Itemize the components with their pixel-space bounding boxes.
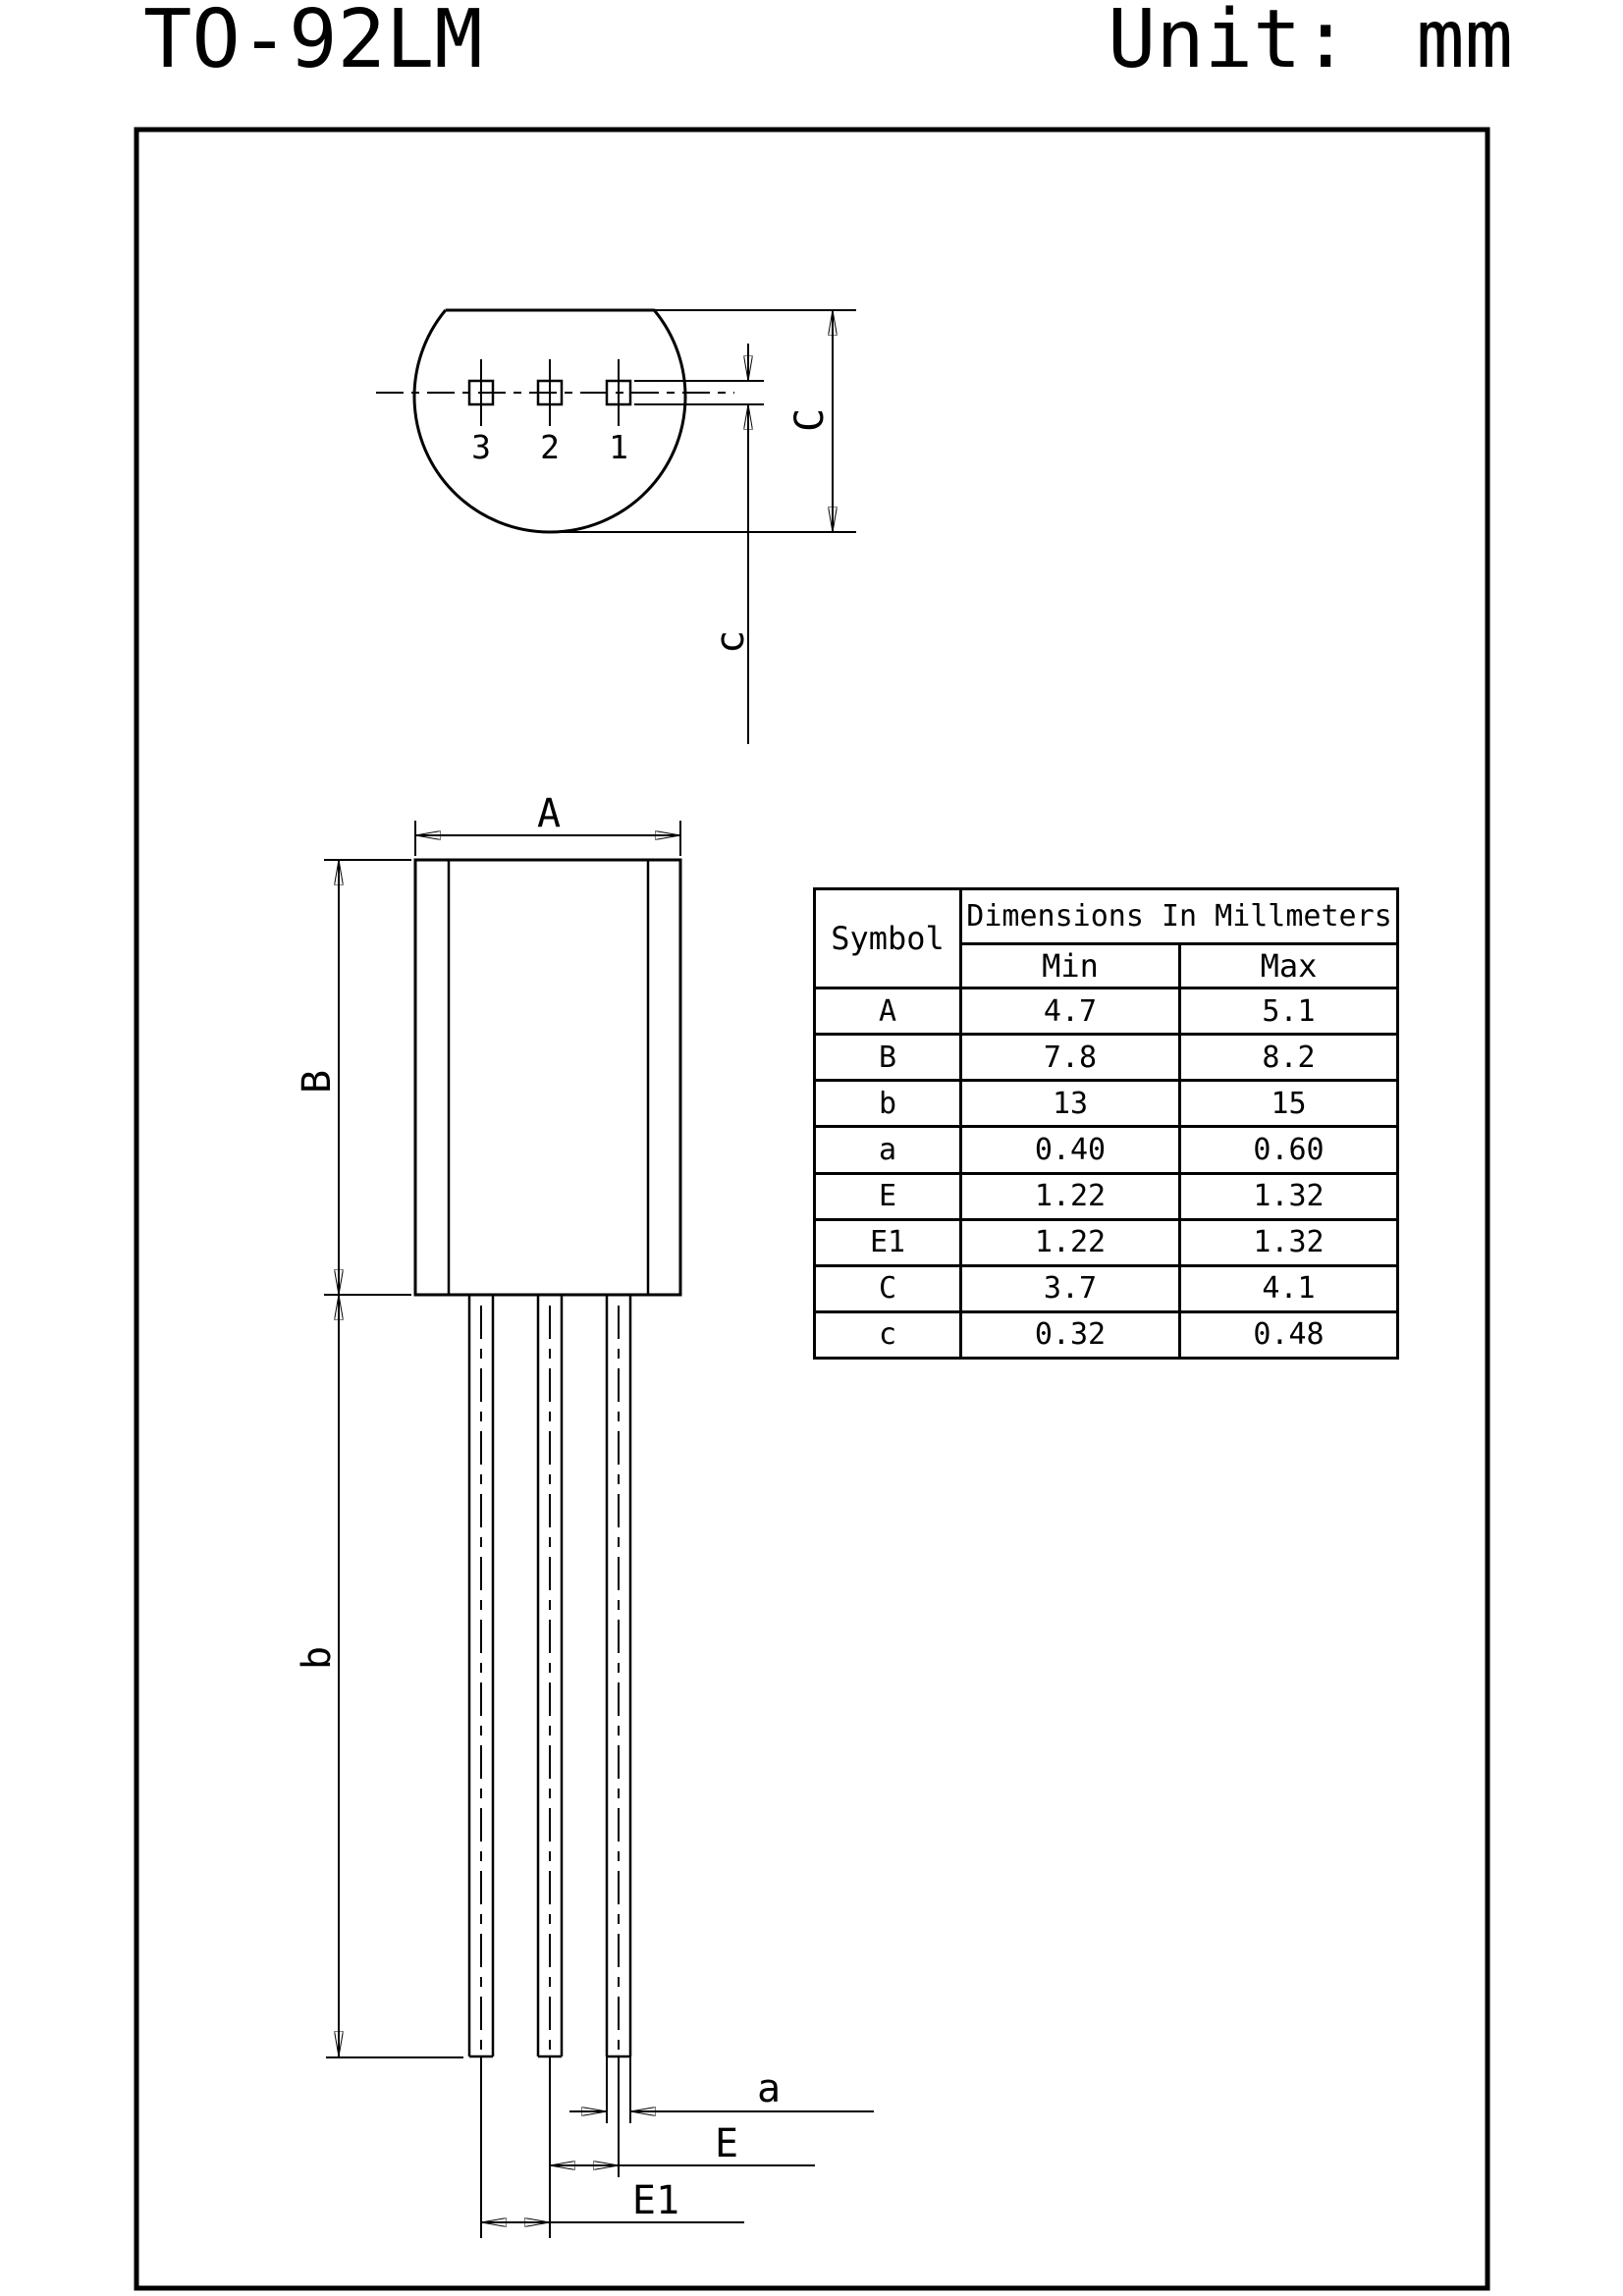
table-row bbox=[815, 1311, 1398, 1358]
package-name-title: TO-92LM bbox=[143, 0, 483, 86]
lead-3 bbox=[607, 1295, 630, 2056]
table-row bbox=[815, 988, 1398, 1035]
C-dim-label: C bbox=[787, 407, 833, 433]
max-cell: 0.60 bbox=[1180, 1127, 1398, 1173]
symbol-cell: E1 bbox=[815, 1219, 961, 1265]
max-cell: 1.32 bbox=[1180, 1173, 1398, 1219]
a-dim-label: a bbox=[756, 2066, 782, 2111]
min-cell: 4.7 bbox=[961, 988, 1180, 1035]
min-cell: 7.8 bbox=[961, 1035, 1180, 1081]
symbol-cell: C bbox=[815, 1265, 961, 1311]
front-view bbox=[295, 791, 874, 2238]
symbol-cell: B bbox=[815, 1035, 961, 1081]
table-header-min: Min bbox=[961, 944, 1180, 988]
max-cell: 15 bbox=[1180, 1081, 1398, 1127]
B-dim-label: B bbox=[295, 1069, 340, 1095]
min-cell: 3.7 bbox=[961, 1265, 1180, 1311]
min-cell: 1.22 bbox=[961, 1219, 1180, 1265]
top-view bbox=[376, 310, 856, 744]
symbol-cell: b bbox=[815, 1081, 961, 1127]
b-dim-label: b bbox=[295, 1645, 340, 1671]
table-row bbox=[815, 1081, 1398, 1127]
pin-2-number: 2 bbox=[540, 428, 560, 466]
table-row bbox=[815, 1219, 1398, 1265]
lead-1 bbox=[469, 1295, 493, 2056]
E1-dim-label: E1 bbox=[631, 2178, 680, 2223]
table-header-dimensions: Dimensions In Millmeters bbox=[961, 889, 1398, 944]
unit-label: Unit: mm bbox=[1108, 0, 1513, 86]
pin-3-number: 3 bbox=[471, 428, 491, 466]
A-dim-label: A bbox=[536, 791, 562, 836]
max-cell: 8.2 bbox=[1180, 1035, 1398, 1081]
table-row bbox=[815, 1265, 1398, 1311]
min-cell: 0.32 bbox=[961, 1311, 1180, 1358]
max-cell: 0.48 bbox=[1180, 1311, 1398, 1358]
table-header-symbol: Symbol bbox=[815, 889, 961, 988]
dimensions-table bbox=[813, 887, 1396, 1360]
lead-2 bbox=[538, 1295, 562, 2056]
max-cell: 1.32 bbox=[1180, 1219, 1398, 1265]
max-cell: 5.1 bbox=[1180, 988, 1398, 1035]
symbol-cell: c bbox=[815, 1311, 961, 1358]
min-cell: 0.40 bbox=[961, 1127, 1180, 1173]
table-row bbox=[815, 1127, 1398, 1173]
symbol-cell: a bbox=[815, 1127, 961, 1173]
min-cell: 1.22 bbox=[961, 1173, 1180, 1219]
E-dim-label: E bbox=[714, 2121, 739, 2166]
symbol-cell: E bbox=[815, 1173, 961, 1219]
body-front-outline bbox=[415, 860, 680, 1295]
min-cell: 13 bbox=[961, 1081, 1180, 1127]
pin-1-number: 1 bbox=[609, 428, 628, 466]
table-header-max: Max bbox=[1180, 944, 1398, 988]
table-row bbox=[815, 1173, 1398, 1219]
symbol-cell: A bbox=[815, 988, 961, 1035]
c-dim-label: c bbox=[708, 629, 753, 655]
max-cell: 4.1 bbox=[1180, 1265, 1398, 1311]
table-row bbox=[815, 1035, 1398, 1081]
